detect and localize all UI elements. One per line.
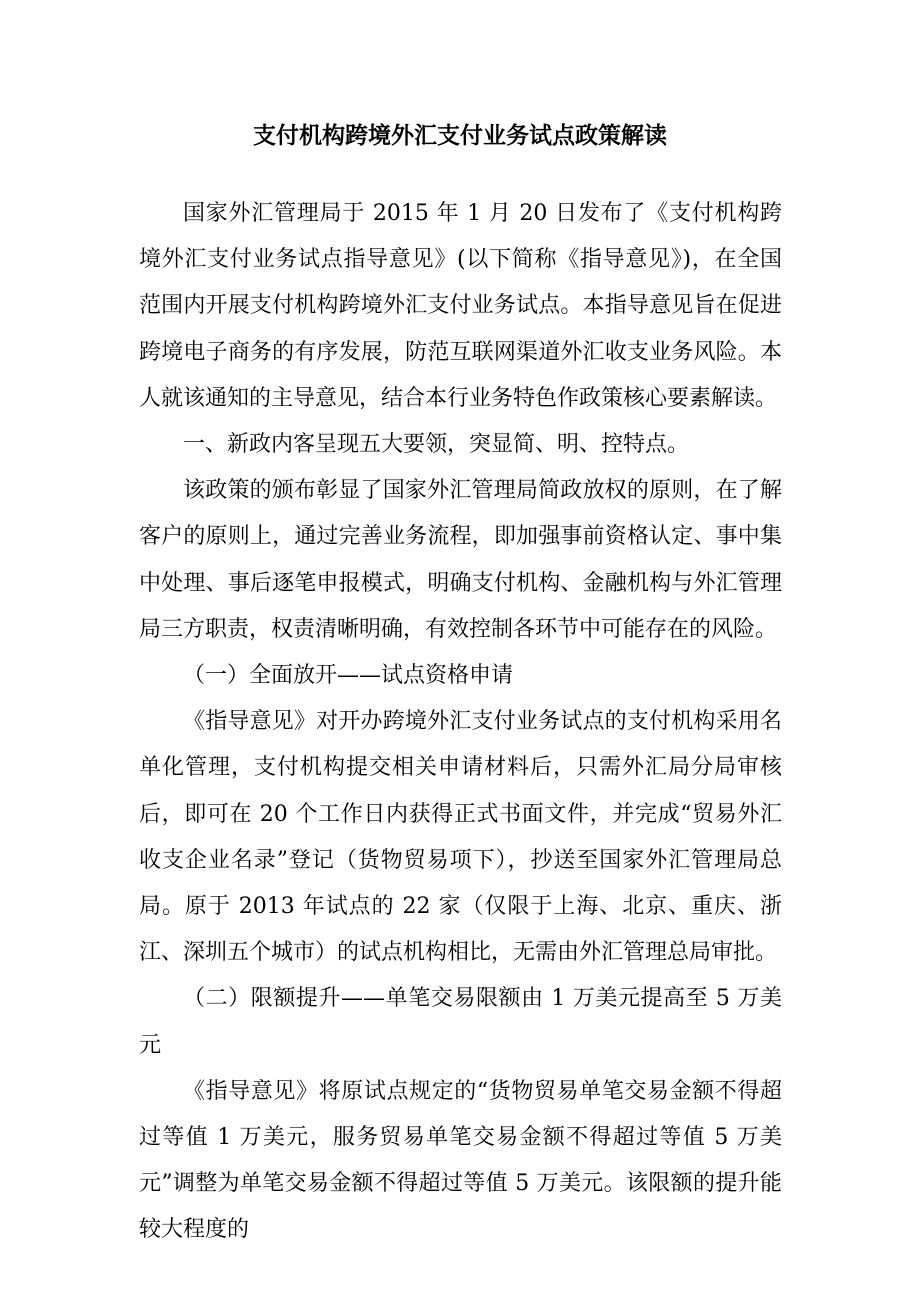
section-heading-one: 一、新政内客呈现五大要领，突显简、明、控特点。 xyxy=(183,432,690,458)
paragraph-intro: 国家外汇管理局于 2015 年 1 月 20 日发布了《支付机构跨境外汇支付业务试点指导意见》(以下简称《指导意见》)，在全国范围内开展支付机构跨境外汇支付业务试点。本指导意见旨在促进跨境电子商务的有序发展，防范互联网渠道外汇收支业务风险。本人就该通知的主导意见，结合本行业务特色作政策核心要素解读。 xyxy=(139,201,782,411)
paragraph-policy-principle: 该政策的颁布彰显了国家外汇管理局简政放权的原则，在了解客户的原则上，通过完善业务流程，即加强事前资格认定、事中集中处理、事后逐笔申报模式，明确支付机构、金融机构与外汇管理局三方职责，权责清晰明确，有效控制各环节中可能存在的风险。 xyxy=(139,478,782,642)
document-title: 支付机构跨境外汇支付业务试点政策解读 xyxy=(253,122,667,149)
subsection-heading-qualification: （一）全面放开——试点资格申请 xyxy=(183,663,514,689)
subsection-heading-limit: （二）限额提升——单笔交易限额由 1 万美元提高至 5 万美元 xyxy=(139,986,782,1058)
document-body xyxy=(139,191,782,1254)
paragraph-qualification: 《指导意见》对开办跨境外汇支付业务试点的支付机构采用名单化管理，支付机构提交相关申请材料后，只需外汇局分局审核后，即可在 20 个工作日内获得正式书面文件，并完成“贸易外汇收支企业名录”登记（货物贸易项下），抄送至国家外汇管理局总局。原于 2013 年试点的 22 家（仅限于上海、北京、重庆、浙江、深圳五个城市）的试点机构相比，无需由外汇管理总局审批。 xyxy=(139,709,782,966)
paragraph-limit: 《指导意见》将原试点规定的“货物贸易单笔交易金额不得超过等值 1 万美元，服务贸易单笔交易金额不得超过等值 5 万美元”调整为单笔交易金额不得超过等值 5 万美元。该限额的提升能较大程度的 xyxy=(139,1078,782,1243)
